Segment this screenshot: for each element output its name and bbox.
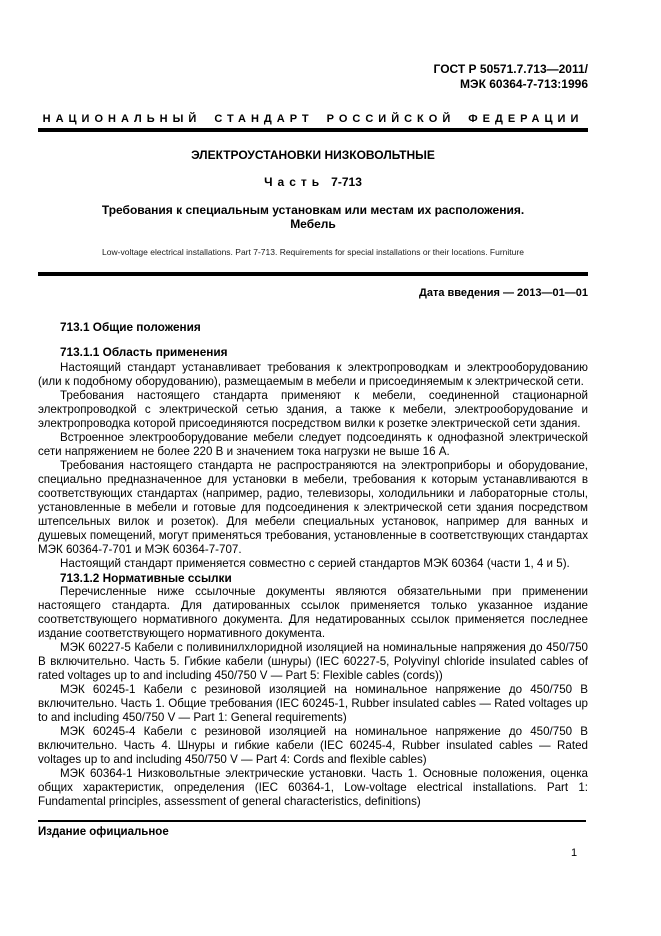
header-rule xyxy=(38,128,588,132)
federation-heading: НАЦИОНАЛЬНЫЙ СТАНДАРТ РОССИЙСКОЙ ФЕДЕРАЦИИ xyxy=(42,113,584,125)
paragraph-scope-5: Настоящий стандарт применяется совместно с серией стандартов МЭК 60364 (части 1, 4 и 5). xyxy=(60,557,570,570)
footer-rule xyxy=(38,820,586,822)
doc-code-line1: ГОСТ Р 50571.7.713—2011/ xyxy=(433,62,588,76)
paragraph-scope-4: Требования настоящего стандарта не распространяются на электроприборы и оборудование, специально предназначенное для установки в мебели, требования к которым устанавливаются в соответствующих стандартах (например, радио, телевизоры, холодильники и лабораторные столы, установленные в мебели и готовые для подсоединения к электрической сети здания посредством штепсельных вилок и розеток). Для мебели специальных установок, например для ванных и душевых помещений, могут применяться требования, установленные в соответствующих стандартах МЭК 60364-7-701 и МЭК 60364-7-707. xyxy=(38,459,588,556)
section-heading-713-1-2: 713.1.2 Нормативные ссылки xyxy=(60,571,232,585)
doc-subtitle-english: Low-voltage electrical installations. Part 7-713. Requirements for special installations or their locations. Furniture xyxy=(102,247,524,257)
paragraph-references-intro: Перечисленные ниже ссылочные документы являются обязательными при применении настоящего стандарта. Для датированных ссылок применяется только указанное издание соответствующего нормативного документа. Для недатированных ссылок применяется последнее издание соответствующего нормативного документа. xyxy=(38,585,588,640)
paragraph-ref-iec-60227-5: МЭК 60227-5 Кабели с поливинилхлоридной изоляцией на номинальные напряжения до 450/750 В включительно. Часть 5. Гибкие кабели (шнуры) (IEC 60227-5, Polyvinyl chloride insulated cables of rated voltages up to and including 450/750 V — Part 5: Flexible cables (cords)) xyxy=(38,641,588,682)
paragraph-ref-iec-60245-4: МЭК 60245-4 Кабели с резиновой изоляцией на номинальное напряжение до 450/750 В включительно. Часть 4. Шнуры и гибкие кабели (IEC 60245-4, Rubber insulated cables — Rated voltages up to and including 450/750 V — Part 4: Cords and flexible cables) xyxy=(38,725,588,766)
part-number: 7-713 xyxy=(331,175,362,189)
edition-note: Издание официальное xyxy=(38,826,169,838)
doc-title: ЭЛЕКТРОУСТАНОВКИ НИЗКОВОЛЬТНЫЕ xyxy=(191,148,435,162)
paragraph-ref-iec-60245-1: МЭК 60245-1 Кабели с резиновой изоляцией на номинальное напряжение до 450/750 В включительно. Часть 1. Общие требования (IEC 60245-1, Rubber insulated cables — Rated voltages up to and including 450/750 V — Part 1: General requirements) xyxy=(38,683,588,724)
effective-date: Дата введения — 2013—01—01 xyxy=(419,287,588,299)
content-column xyxy=(38,62,588,809)
title-rule xyxy=(38,272,588,276)
doc-code-block xyxy=(38,62,588,92)
doc-code-line2: МЭК 60364-7-713:1996 xyxy=(460,77,588,91)
paragraph-scope-1: Настоящий стандарт устанавливает требования к электропроводкам и электрооборудованию (или к подобному оборудованию), размещаемым в мебели и присоединяемым к электрической сети. xyxy=(38,361,588,388)
paragraph-ref-iec-60364-1: МЭК 60364-1 Низковольтные электрические установки. Часть 1. Основные положения, оценка общих характеристик, определения (IEC 60364-1, Low-voltage electrical installations. Part 1: Fundamental principles, assessment of general characteristics, definitions) xyxy=(38,767,588,808)
part-label: Часть xyxy=(264,175,325,189)
page-number: 1 xyxy=(571,847,578,859)
section-heading-713-1: 713.1 Общие положения xyxy=(60,320,201,334)
paragraph-scope-2: Требования настоящего стандарта применяют к мебели, соединенной стационарной электропроводкой с электрической сетью здания, а также к мебели, электрооборудование и электропроводка которой присоединяются посредством вилки к розетке электрической сети здания. xyxy=(38,389,588,430)
document-body xyxy=(38,320,588,809)
doc-subtitle-line2: Мебель xyxy=(290,217,336,231)
section-heading-713-1-1: 713.1.1 Область применения xyxy=(60,345,228,359)
doc-subtitle-line1: Требования к специальным установкам или местам их расположения. xyxy=(101,203,525,217)
paragraph-scope-3: Встроенное электрооборудование мебели следует подсоединять к однофазной электрической сети напряжением не более 220 В и значением тока нагрузки не выше 16 А. xyxy=(38,431,588,458)
doc-part-line xyxy=(38,175,588,189)
